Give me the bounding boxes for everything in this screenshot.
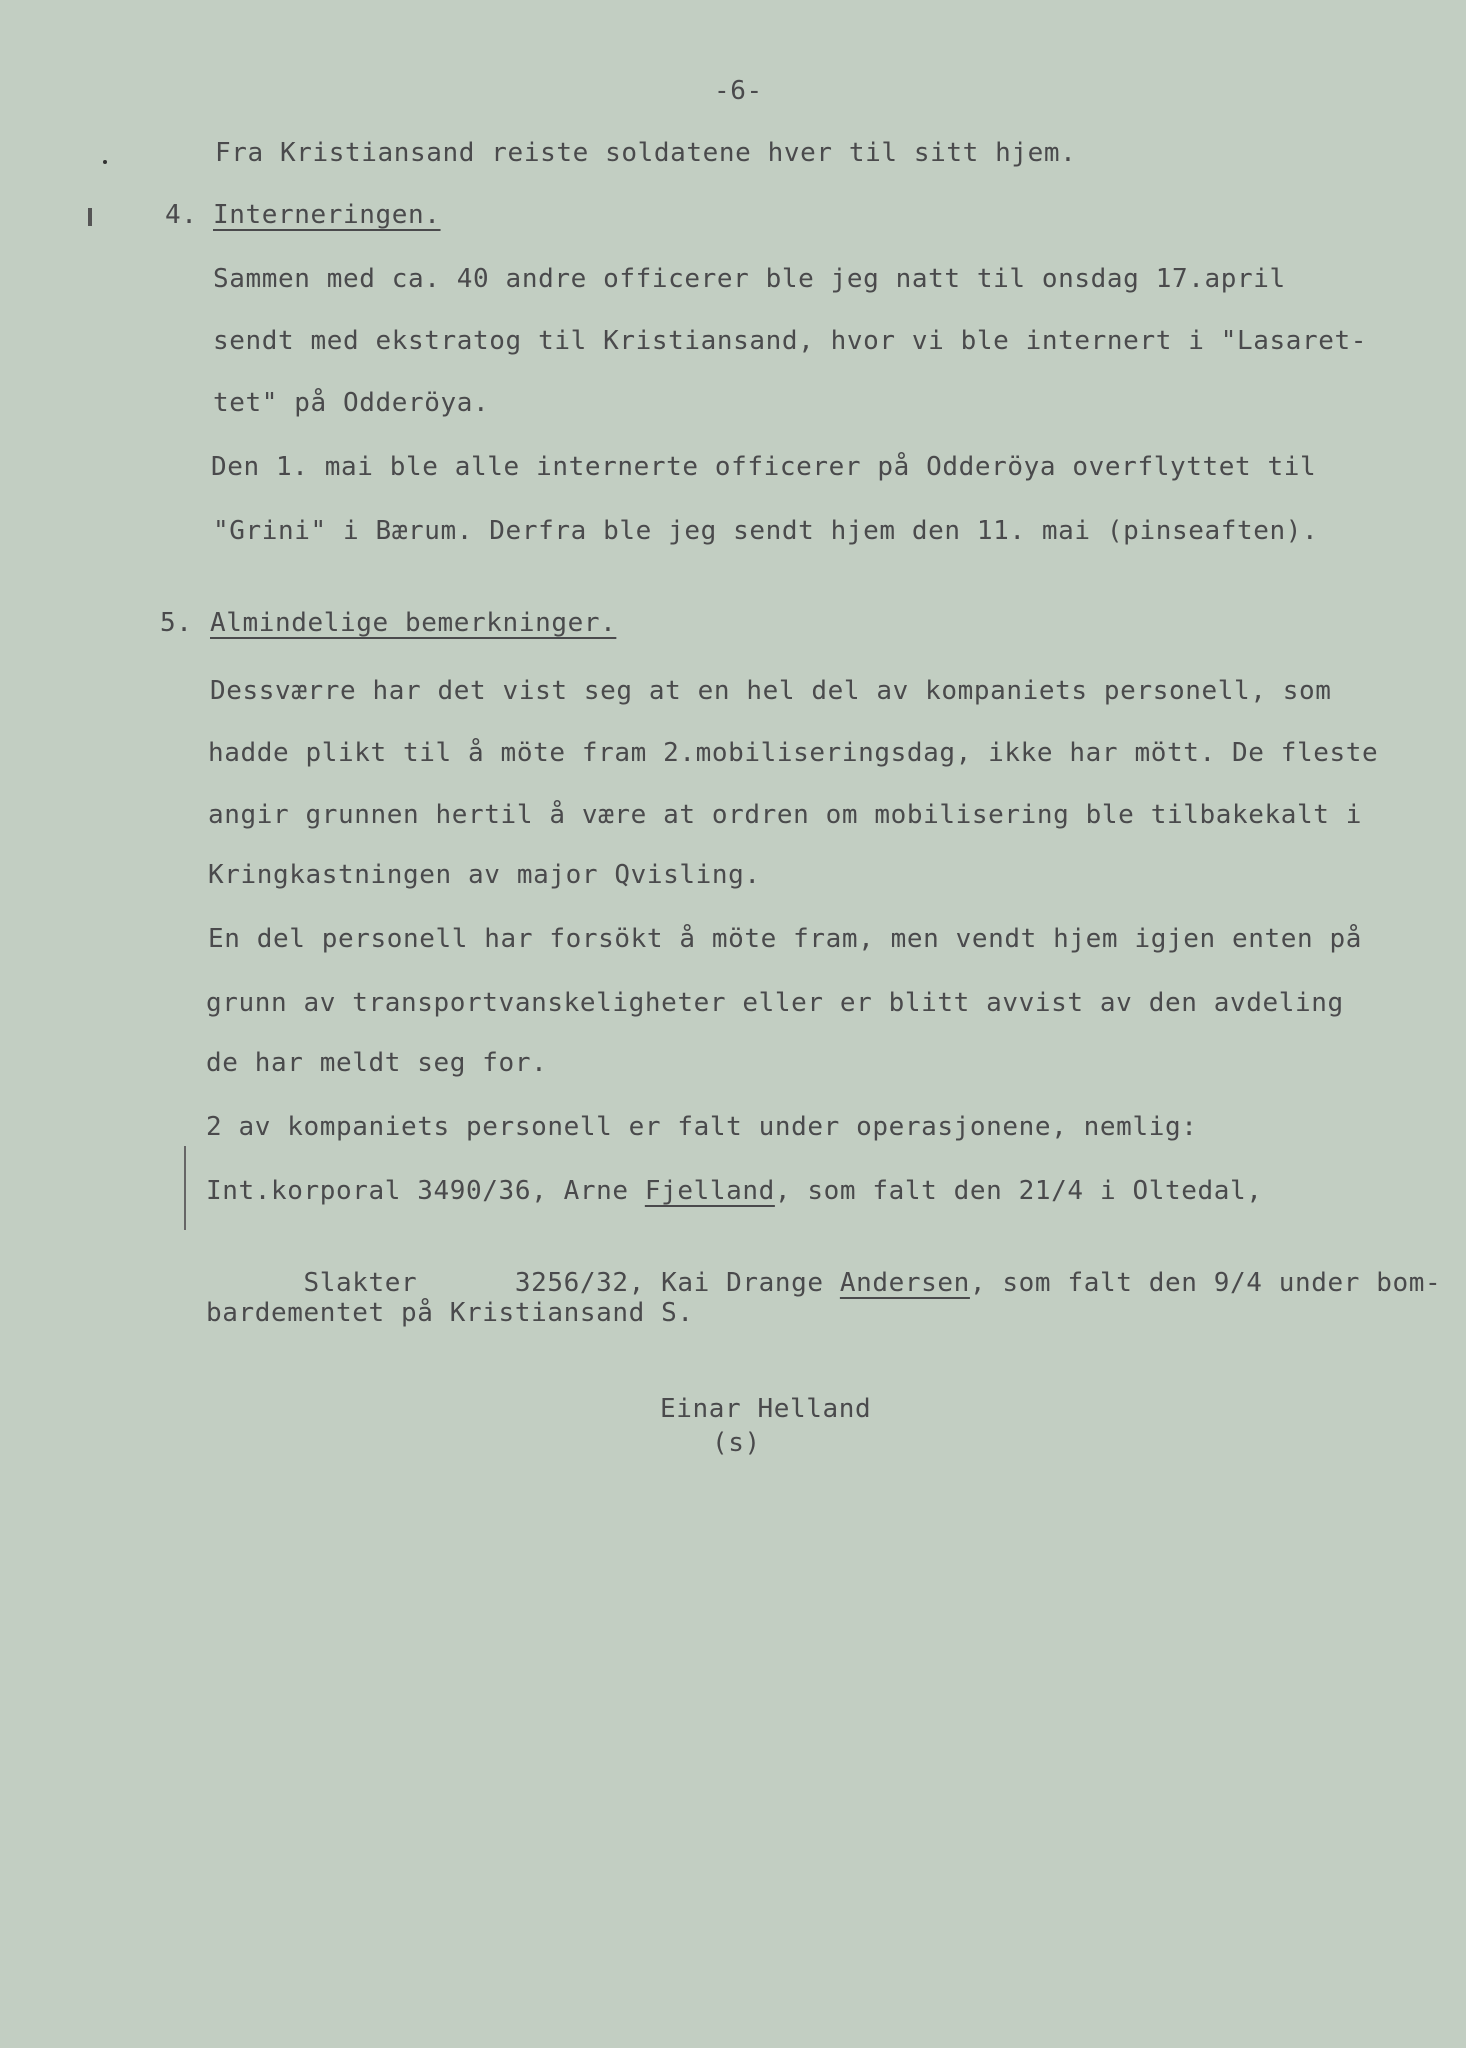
section-5-line: Dessværre har det vist seg at en hel del av kompaniets personell, som [210, 676, 1332, 706]
signature-mark: (s) [712, 1428, 761, 1458]
intro-line: Fra Kristiansand reiste soldatene hver til sitt hjem. [215, 138, 1077, 168]
section-4-line: Den 1. mai ble alle internerte officerer på Odderöya overflyttet til [211, 452, 1317, 482]
section-4-line: tet" på Odderöya. [213, 388, 490, 418]
section-4-line: "Grini" i Bærum. Derfra ble jeg sendt hjem den 11. mai (pinseaften). [213, 516, 1319, 546]
fallen-entry-prefix: Slakter 3256/32, Kai Drange [303, 1268, 840, 1298]
section-5-line: de har meldt seg for. [206, 1048, 548, 1078]
section-5-line: Kringkastningen av major Qvisling. [208, 860, 761, 890]
margin-dot [103, 160, 107, 164]
margin-tick [88, 208, 92, 226]
section-5-line: 2 av kompaniets personell er falt under operasjonene, nemlig: [206, 1112, 1198, 1142]
section-4-line: sendt med ekstratog til Kristiansand, hvor vi ble internert i "Lasaret- [213, 326, 1367, 356]
section-4-number: 4. [165, 200, 198, 230]
section-5-line: En del personell har forsökt å möte fram, men vendt hjem igjen enten på [208, 924, 1362, 954]
section-5-line: angir grunnen hertil å være at ordren om mobilisering ble tilbakekalt i [208, 800, 1362, 830]
fallen-entry-suffix: , som falt den 21/4 i Oltedal, [774, 1176, 1263, 1206]
fallen-entry-prefix: Int.korporal 3490/36, Arne [206, 1176, 645, 1206]
section-4-heading: Interneringen. [213, 200, 441, 230]
section-5-heading: Almindelige bemerkninger. [210, 608, 617, 638]
section-5-line: grunn av transportvanskeligheter eller er blitt avvist av den avdeling [206, 988, 1344, 1018]
page-number: -6- [714, 76, 763, 106]
fallen-entry-suffix: , som falt den 9/4 under bom- [969, 1268, 1442, 1298]
fallen-entry [206, 1176, 1262, 1206]
section-4-line: Sammen med ca. 40 andre officerer ble jeg natt til onsdag 17.april [213, 264, 1286, 294]
section-5-line: hadde plikt til å möte fram 2.mobiliseringsdag, ikke har mött. De fleste [208, 738, 1379, 768]
section-5-closing: bardementet på Kristiansand S. [206, 1298, 694, 1328]
fallen-entry-name: Andersen [839, 1268, 970, 1298]
signature-name: Einar Helland [660, 1394, 872, 1424]
section-5-number: 5. [160, 608, 193, 638]
fallen-entry-name: Fjelland [644, 1176, 775, 1206]
margin-bracket-line [184, 1146, 186, 1230]
